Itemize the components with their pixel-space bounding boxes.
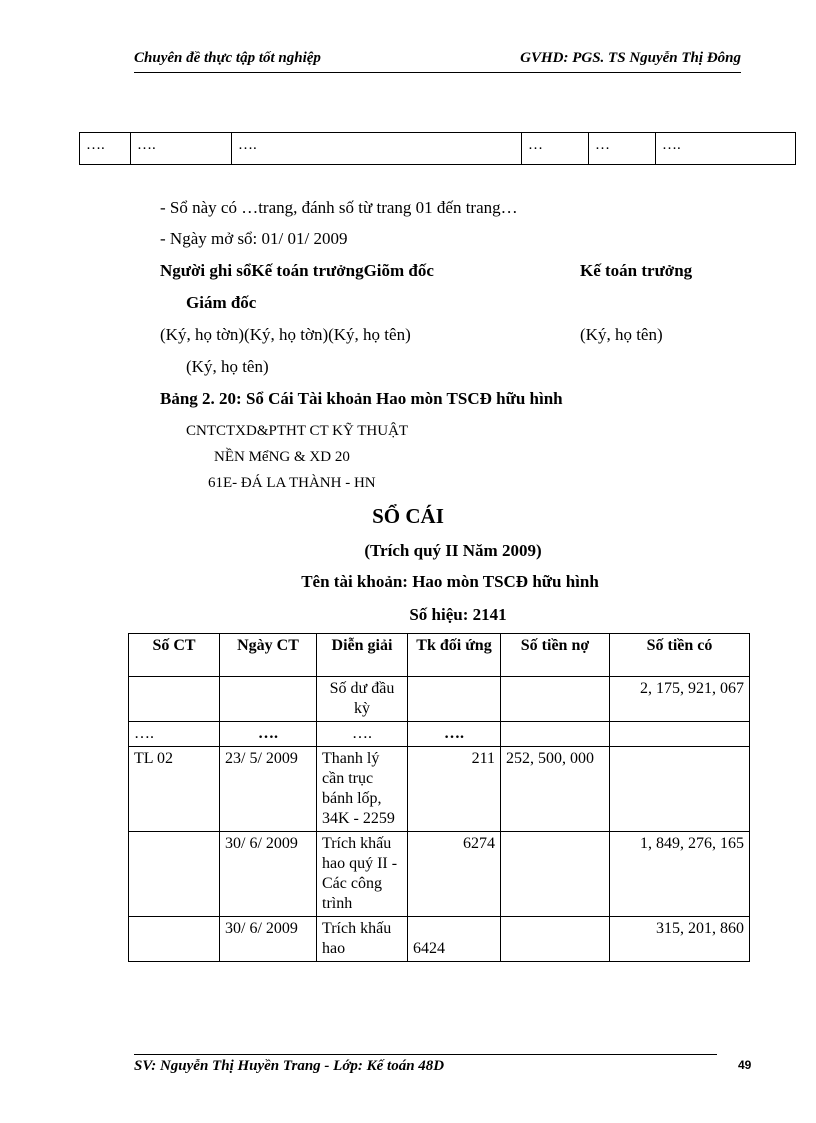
cell-ct bbox=[129, 917, 220, 962]
page-number: 49 bbox=[738, 1058, 752, 1072]
cell-credit: 315, 201, 860 bbox=[610, 917, 750, 962]
table-header-row bbox=[129, 634, 750, 677]
cell-desc: Trích khấu hao quý II - Các công trình bbox=[317, 832, 408, 917]
note-open-date: - Ngày mở sổ: 01/ 01/ 2009 bbox=[160, 229, 348, 248]
header-right: GVHD: PGS. TS Nguyễn Thị Đông bbox=[520, 50, 741, 66]
cell-ct: …. bbox=[129, 722, 220, 747]
cell: … bbox=[522, 133, 589, 165]
header-left: Chuyên đề thực tập tốt nghiệp bbox=[134, 50, 321, 66]
cell-tk: 6424 bbox=[408, 917, 501, 962]
cell-desc: Thanh lý cần trục bánh lốp, 34K - 2259 bbox=[317, 747, 408, 832]
cell-credit: 1, 849, 276, 165 bbox=[610, 832, 750, 917]
table-caption: Bảng 2. 20: Sổ Cái Tài khoản Hao mòn TSCĐ hữu hình bbox=[160, 389, 563, 408]
col-header: Số tiền nợ bbox=[501, 634, 610, 677]
col-header: Tk đối ứng bbox=[408, 634, 501, 677]
cell-debit bbox=[501, 917, 610, 962]
cell-tk bbox=[408, 677, 501, 722]
cell-date bbox=[220, 677, 317, 722]
cell-credit: 2, 175, 921, 067 bbox=[610, 677, 750, 722]
signature-note-director: (Ký, họ tên) bbox=[186, 357, 269, 376]
col-header: Diễn giải bbox=[317, 634, 408, 677]
signature-title-director: Giám đốc bbox=[186, 293, 257, 312]
account-name: Tên tài khoản: Hao mòn TSCĐ hữu hình bbox=[301, 572, 599, 591]
col-header: Số CT bbox=[129, 634, 220, 677]
note-pages: - Sổ này có …trang, đánh số từ trang 01 đến trang… bbox=[160, 198, 518, 217]
cell-tk: …. bbox=[408, 722, 501, 747]
table-row bbox=[129, 917, 750, 962]
cell-credit bbox=[610, 722, 750, 747]
page-footer: SV: Nguyễn Thị Huyền Trang - Lớp: Kế toán 48D bbox=[134, 1058, 445, 1074]
cell-desc: …. bbox=[317, 722, 408, 747]
signature-note-right: (Ký, họ tên) bbox=[580, 325, 663, 344]
cell: …. bbox=[131, 133, 232, 165]
cell: …. bbox=[232, 133, 522, 165]
signature-notes: (Ký, họ tờn)(Ký, họ tờn)(Ký, họ tên) bbox=[160, 325, 411, 344]
ledger-table bbox=[128, 633, 750, 962]
signature-titles: Người ghi sổKế toán trưởngGiõm đốc bbox=[160, 261, 434, 280]
table-row bbox=[129, 677, 750, 722]
cell: … bbox=[589, 133, 656, 165]
cell-desc: Trích khấu hao bbox=[317, 917, 408, 962]
cell: …. bbox=[656, 133, 796, 165]
company-line-3: 61E- ĐÁ LA THÀNH - HN bbox=[208, 475, 376, 491]
page-header bbox=[134, 48, 741, 73]
cell-debit: 252, 500, 000 bbox=[501, 747, 610, 832]
cell-ct bbox=[129, 832, 220, 917]
ledger-subtitle: (Trích quý II Năm 2009) bbox=[364, 541, 542, 560]
cell-debit bbox=[501, 722, 610, 747]
cell-tk: 6274 bbox=[408, 832, 501, 917]
cell-debit bbox=[501, 832, 610, 917]
table-row bbox=[129, 832, 750, 917]
cell-date: …. bbox=[220, 722, 317, 747]
cell-ct: TL 02 bbox=[129, 747, 220, 832]
cell-date: 30/ 6/ 2009 bbox=[220, 917, 317, 962]
cell: …. bbox=[80, 133, 131, 165]
signature-title-right: Kế toán trưởng bbox=[580, 261, 693, 280]
cell-ct bbox=[129, 677, 220, 722]
ledger-title: SỔ CÁI bbox=[372, 504, 444, 528]
cell-credit bbox=[610, 747, 750, 832]
company-line-2: NỀN MểNG & XD 20 bbox=[214, 449, 350, 465]
cell-debit bbox=[501, 677, 610, 722]
footer-divider bbox=[134, 1054, 717, 1055]
table-row bbox=[129, 722, 750, 747]
table-row bbox=[129, 747, 750, 832]
continued-table-row bbox=[79, 132, 796, 165]
cell-date: 23/ 5/ 2009 bbox=[220, 747, 317, 832]
cell-date: 30/ 6/ 2009 bbox=[220, 832, 317, 917]
cell-desc: Số dư đầu kỳ bbox=[317, 677, 408, 722]
col-header: Số tiền có bbox=[610, 634, 750, 677]
company-line-1: CNTCTXD&PTHT CT KỸ THUẬT bbox=[186, 423, 409, 439]
cell-tk: 211 bbox=[408, 747, 501, 832]
account-number: Số hiệu: 2141 bbox=[409, 605, 507, 624]
col-header: Ngày CT bbox=[220, 634, 317, 677]
